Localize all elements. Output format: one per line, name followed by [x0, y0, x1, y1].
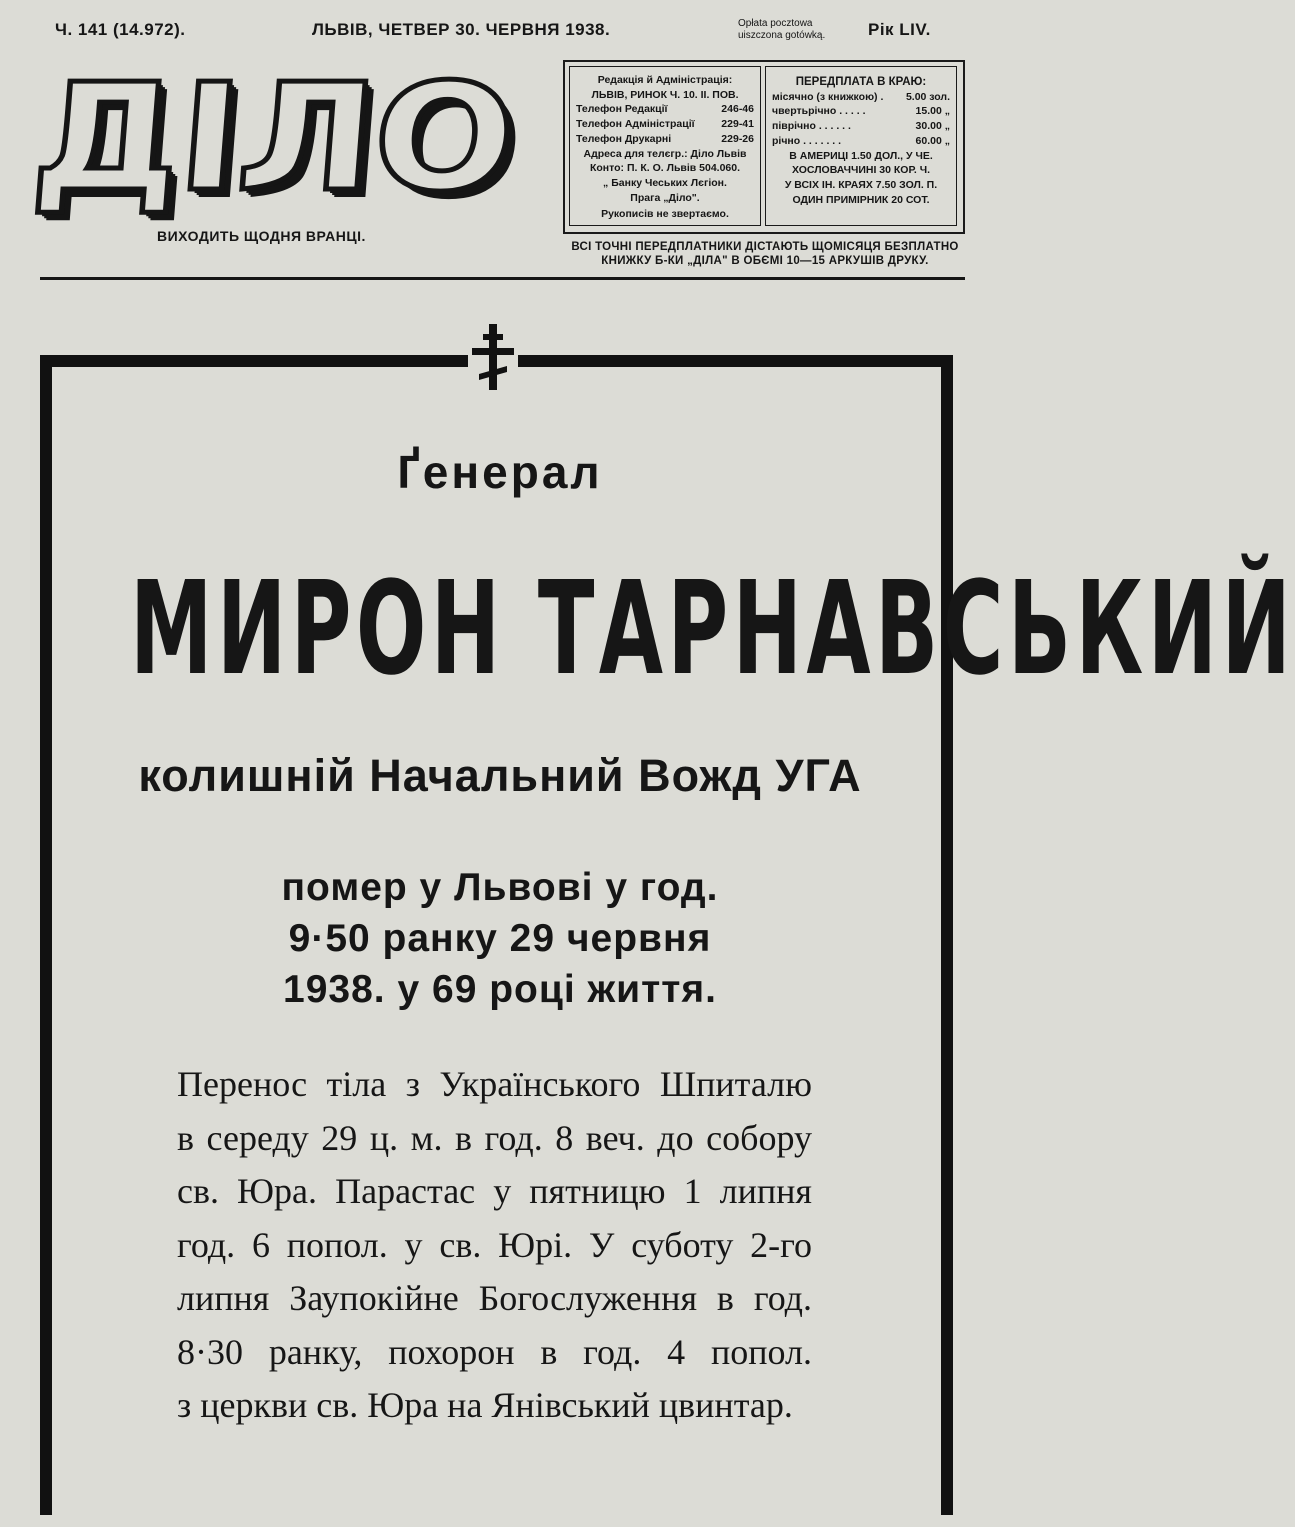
orthodox-cross-icon	[470, 322, 516, 392]
abroad-line: ОДИН ПРИМІРНИК 20 СОТ.	[792, 193, 930, 206]
phone-row: Телефон Друкарні 229-26	[576, 132, 754, 145]
telegraph-line: Конто: П. К. О. Львів 504.060.	[589, 162, 741, 175]
year-label: Рік LIV.	[868, 20, 931, 39]
price-row: чвертьрічно . . . . . 15.00 „	[772, 105, 950, 118]
abroad-line: В АМЕРИЦІ 1.50 ДОЛ., У ЧЕ.	[789, 149, 933, 162]
rank-title: Ґенерал	[397, 446, 603, 498]
phone-row: Телефон Адміністрації 229-41	[576, 118, 754, 131]
detail-line: год. 6 попол. у св. Юрі. У суботу 2-го	[177, 1224, 812, 1265]
subscriber-note: ВСІ ТОЧНІ ПЕРЕДПЛАТНИКИ ДІСТАЮТЬ ЩОМІСЯЦЯ БЕЗПЛАТНО КНИЖКУ Б-КИ „ДІЛА" В ОБЄМІ 10—15 АРКУШІВ ДРУКУ.	[571, 241, 959, 267]
editorial-box	[569, 66, 761, 226]
editorial-line: ЛЬВІВ, РИНОК Ч. 10. II. ПОВ.	[591, 88, 739, 101]
detail-line: Перенос тіла з Українського Шпиталю	[177, 1064, 812, 1104]
detail-line: в середу 29 ц. м. в год. 8 веч. до собору	[177, 1117, 812, 1158]
death-line: 1938. у 69 році життя.	[283, 968, 717, 1011]
subscription-title: ПЕРЕДПЛАТА В КРАЮ:	[795, 76, 927, 88]
phone-row: Телефон Редакції 246-46	[576, 103, 754, 116]
abroad-line: ХОСЛОВАЧЧИНІ 30 КОР. Ч.	[791, 164, 931, 177]
header-rule	[40, 277, 965, 280]
former-position: колишній Начальний Вожд УГА	[138, 750, 862, 801]
deceased-name: МИРОН ТАРНАВСЬКИЙ	[130, 554, 1295, 704]
telegraph-line: Прага „Діло".	[630, 191, 700, 204]
editorial-line: Редакція й Адміністрація:	[597, 74, 733, 86]
dateline: ЛЬВІВ, ЧЕТВЕР 30. ЧЕРВНЯ 1938.	[312, 20, 611, 39]
price-row: місячно (з книжкою) . 5.00 зол.	[772, 90, 950, 103]
death-line: помер у Львові у год.	[281, 866, 719, 909]
death-notice	[0, 862, 1000, 1015]
detail-line: св. Юра. Парастас у пятницю 1 липня	[177, 1171, 812, 1211]
death-line: 9·50 ранку 29 червня	[288, 917, 712, 960]
daily-note: ВИХОДИТЬ ЩОДНЯ ВРАНЦІ.	[157, 228, 366, 244]
price-row: піврічно . . . . . . 30.00 „	[772, 120, 950, 133]
abroad-line: У ВСІХ ІН. КРАЯХ 7.50 ЗОЛ. П.	[784, 178, 938, 191]
manuscripts-note: Рукописів не звертаємо.	[601, 208, 729, 221]
postal-note: Opłata pocztowa uiszczona gotówką.	[738, 18, 826, 41]
telegraph-line: „ Банку Чеських Лєгіон.	[603, 176, 727, 189]
info-box	[563, 60, 965, 234]
detail-line: 8·30 ранку, похорон в год. 4 попол.	[177, 1331, 812, 1372]
telegraph-line: Адреса для телєгр.: Діло Львів	[583, 147, 747, 160]
funeral-details	[177, 1058, 812, 1433]
price-row: річно . . . . . . . 60.00 „	[772, 134, 950, 147]
masthead-title: ДІЛО	[26, 52, 520, 224]
detail-line: з церкви св. Юра на Янівський цвинтар.	[177, 1385, 793, 1425]
detail-line: липня Заупокійне Богослуження в год.	[177, 1278, 812, 1318]
subscription-box	[765, 66, 957, 226]
issue-number: Ч. 141 (14.972).	[55, 20, 186, 39]
